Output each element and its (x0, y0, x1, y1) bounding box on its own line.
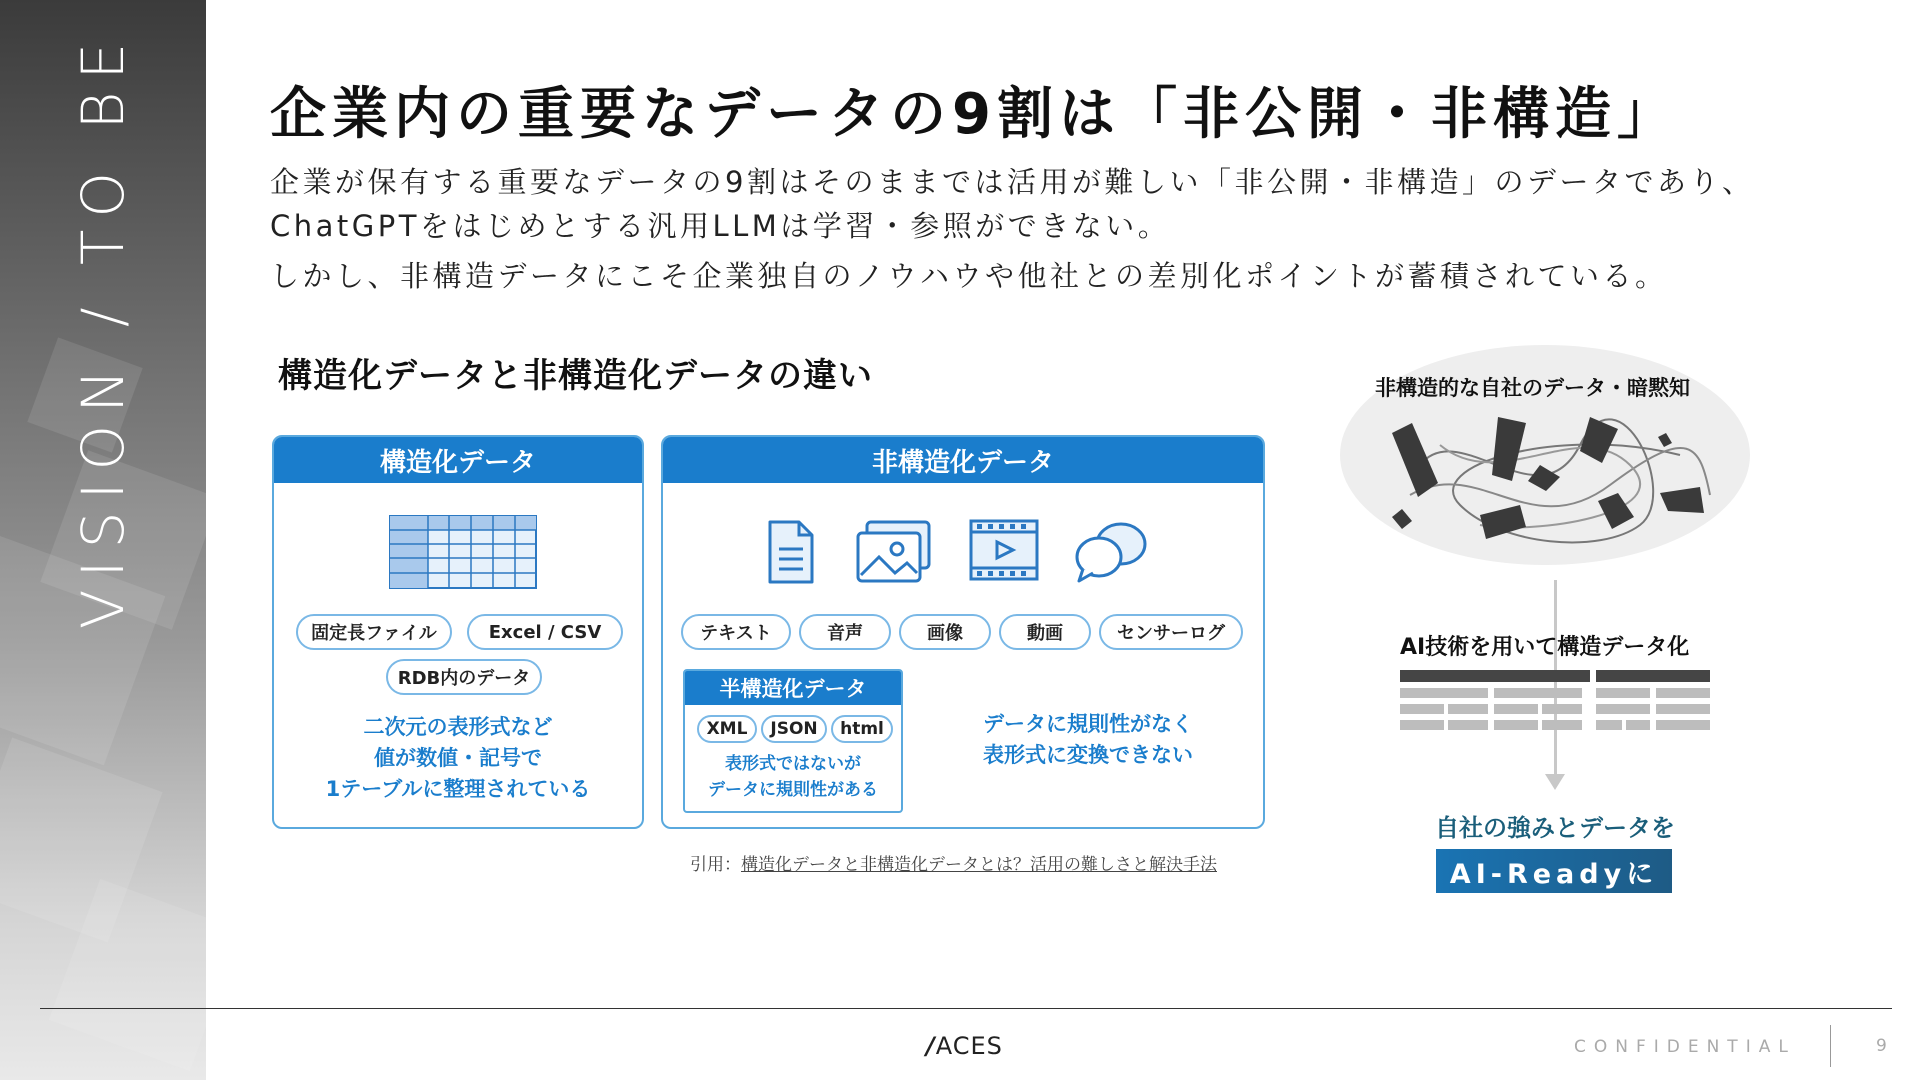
process-label: AI技術を用いて構造データ化 (1400, 635, 1690, 660)
table-icon (389, 515, 537, 589)
page-title: 企業内の重要なデータの9割は「非公開・非構造」 (270, 82, 1679, 147)
chat-icon (1073, 519, 1149, 585)
tag-text: テキスト (681, 614, 791, 650)
structured-description-line-1: 二次元の表形式など (363, 715, 553, 739)
sidebar-band (0, 0, 206, 1080)
structured-description (274, 712, 642, 805)
page-number: 9 (1876, 1036, 1887, 1056)
scattered-data-illustration (1380, 405, 1720, 555)
semi-structured-note-line-1: 表形式ではないが (725, 754, 861, 774)
tag-sensor-log: センサーログ (1099, 614, 1243, 650)
citation-link[interactable]: 構造化データと非構造化データとは？活用の難しさと解決手法 (741, 855, 1217, 875)
unstructured-description-line-1: データに規則性がなく (983, 712, 1193, 736)
structured-description-line-3: 1テーブルに整理されている (325, 777, 591, 801)
unstructured-data-title: 非構造化データ (663, 437, 1263, 483)
unstructured-data-label: 非構造的な自社のデータ・暗黙知 (1375, 376, 1690, 400)
footer-logo (926, 1032, 1003, 1060)
semi-structured-note-line-2: データに規則性がある (708, 780, 878, 800)
lead-paragraph-1: 企業が保有する重要なデータの9割はそのままでは活用が難しい「非公開・非構造」のデータであり、ChatGPTをはじめとする汎用LLMは学習・参照ができない。 (270, 165, 1755, 243)
tag-image: 画像 (899, 614, 991, 650)
sidebar-label: VISION / TO BE (69, 30, 137, 630)
footer-divider-line (40, 1008, 1892, 1009)
unstructured-data-panel (661, 435, 1265, 829)
structured-data-title: 構造化データ (274, 437, 642, 483)
confidential-label: CONFIDENTIAL (1574, 1037, 1796, 1057)
strength-label: 自社の強みとデータを (1435, 814, 1675, 842)
semi-structured-title: 半構造化データ (685, 671, 901, 705)
ai-ready-badge: AI-Readyに (1436, 849, 1672, 893)
logo-slash-icon: / (926, 1032, 936, 1060)
structured-description-line-2: 値が数値・記号で (374, 746, 542, 770)
process-arrow-head (1545, 774, 1565, 790)
semi-structured-box (683, 669, 903, 813)
tag-fixed-length-file: 固定長ファイル (296, 614, 452, 650)
unstructured-description (923, 709, 1253, 771)
logo-text: ACES (935, 1032, 1003, 1060)
tag-html: html (831, 715, 893, 743)
tag-xml: XML (697, 715, 757, 743)
image-icon (855, 519, 933, 585)
tag-json: JSON (761, 715, 827, 743)
tag-video: 動画 (999, 614, 1091, 650)
document-icon (767, 519, 815, 585)
lead-text (270, 160, 1860, 298)
video-icon (969, 519, 1039, 581)
citation (690, 850, 1217, 875)
lead-paragraph-2: しかし、非構造データにこそ企業独自のノウハウや他社との差別化ポイントが蓄積されている。 (270, 259, 1668, 293)
tag-excel-csv: Excel / CSV (467, 614, 623, 650)
semi-structured-note (685, 751, 901, 803)
structured-data-panel (272, 435, 644, 829)
citation-prefix: 引用： (690, 855, 741, 875)
tag-audio: 音声 (799, 614, 891, 650)
footer-vertical-divider (1830, 1025, 1831, 1067)
structured-table-illustration (1400, 670, 1710, 734)
tag-rdb-data: RDB内のデータ (386, 659, 542, 695)
unstructured-description-line-2: 表形式に変換できない (983, 743, 1193, 767)
comparison-heading: 構造化データと非構造化データの違い (278, 356, 873, 396)
